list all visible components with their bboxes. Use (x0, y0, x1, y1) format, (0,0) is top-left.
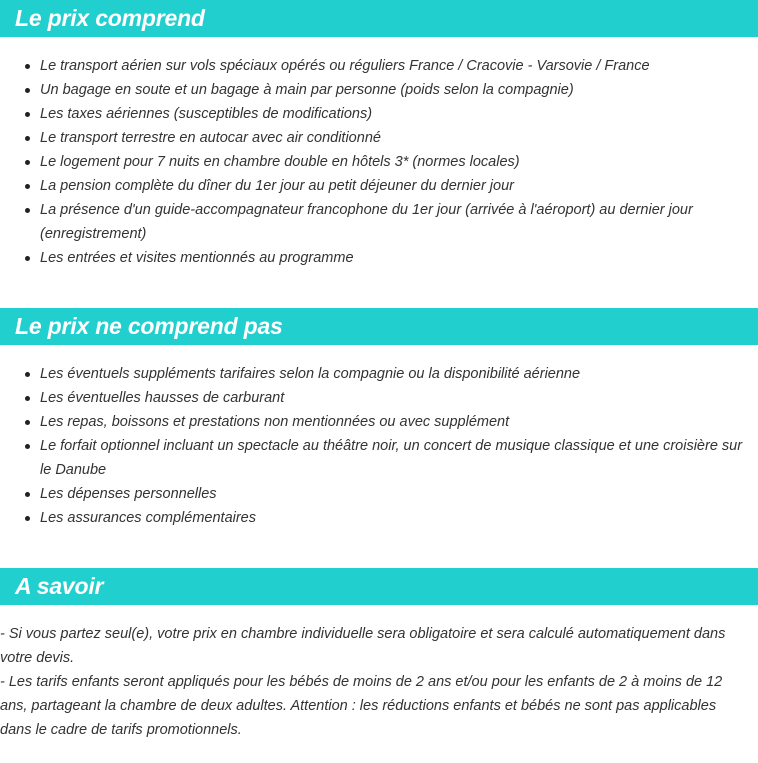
included-section-header (0, 0, 758, 37)
list-item: Le forfait optionnel incluant un spectacle au théâtre noir, un concert de musique classique et une croisière sur le Danube (40, 434, 758, 482)
info-paragraph: - Les tarifs enfants seront appliqués pour les bébés de moins de 2 ans et/ou pour les enfants de 2 à moins de 12 ans, partageant la chambre de deux adultes. Attention : les réductions enfants et bébés ne sont pas applicables dans le cadre de tarifs promotionnels. (0, 674, 723, 738)
info-text (0, 622, 758, 742)
list-item: Les assurances complémentaires (40, 506, 758, 530)
excluded-title: Le prix ne comprend pas (15, 313, 283, 339)
list-item: Les taxes aériennes (susceptibles de modifications) (40, 102, 758, 126)
list-item: Les entrées et visites mentionnés au programme (40, 246, 758, 270)
list-item: Les éventuelles hausses de carburant (40, 386, 758, 410)
list-item: La présence d'un guide-accompagnateur francophone du 1er jour (arrivée à l'aéroport) au dernier jour (enregistrement) (40, 198, 758, 246)
info-title: A savoir (15, 573, 104, 599)
excluded-section-header (0, 308, 758, 345)
info-paragraph: - Si vous partez seul(e), votre prix en chambre individuelle sera obligatoire et sera calculé automatiquement dans votre devis. (0, 626, 726, 666)
list-item: Le transport aérien sur vols spéciaux opérés ou réguliers France / Cracovie - Varsovie / France (40, 54, 758, 78)
info-section-header (0, 568, 758, 605)
included-title: Le prix comprend (15, 5, 205, 31)
included-list (0, 54, 758, 270)
list-item: Le logement pour 7 nuits en chambre double en hôtels 3* (normes locales) (40, 150, 758, 174)
list-item: Le transport terrestre en autocar avec air conditionné (40, 126, 758, 150)
excluded-list (0, 362, 758, 530)
list-item: Les dépenses personnelles (40, 482, 758, 506)
list-item: Un bagage en soute et un bagage à main par personne (poids selon la compagnie) (40, 78, 758, 102)
list-item: Les éventuels suppléments tarifaires selon la compagnie ou la disponibilité aérienne (40, 362, 758, 386)
list-item: Les repas, boissons et prestations non mentionnées ou avec supplément (40, 410, 758, 434)
list-item: La pension complète du dîner du 1er jour au petit déjeuner du dernier jour (40, 174, 758, 198)
